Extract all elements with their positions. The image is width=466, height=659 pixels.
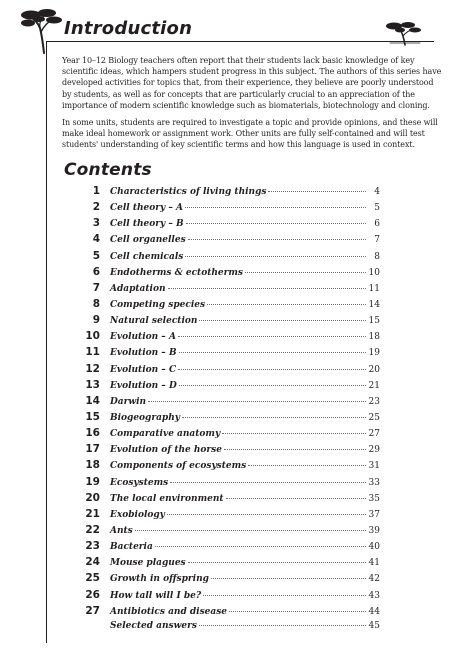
contents-entry[interactable] [80,266,380,282]
dot-leader [226,498,366,499]
contents-entry-page: 41 [368,558,380,569]
dot-leader [168,288,366,289]
contents-entry[interactable] [80,540,380,556]
contents-entry-number: 4 [92,233,100,246]
contents-entry-page: 33 [368,477,380,488]
contents-entry[interactable] [80,605,380,621]
dot-leader [229,611,366,612]
contents-entry[interactable] [80,217,380,233]
dot-leader [167,514,366,515]
contents-entry-page: 29 [368,445,380,456]
contents-entry[interactable] [80,363,380,379]
contents-entry[interactable] [80,395,380,411]
contents-entry-number: 13 [85,378,100,391]
dot-leader [178,336,366,337]
contents-entry[interactable] [80,459,380,475]
contents-entry[interactable] [80,282,380,298]
contents-entry[interactable] [80,621,380,637]
dot-leader [199,320,366,321]
contents-entry-page: 27 [368,429,380,440]
contents-entry[interactable] [80,314,380,330]
dot-leader [182,417,366,418]
contents-entry-page: 11 [368,283,380,294]
contents-entry-page: 10 [368,267,380,278]
contents-entry-title: Evolution – C [110,364,177,375]
contents-entry-number: 15 [85,410,100,423]
contents-entry[interactable] [80,379,380,395]
introduction-heading: Introduction [64,18,193,39]
contents-entry[interactable] [80,185,380,201]
contents-entry-title: Evolution – D [110,380,177,391]
contents-entry-number: 8 [92,297,100,310]
contents-entry-title: Cell theory – B [110,219,184,230]
contents-entry-number: 14 [85,394,100,407]
contents-entry[interactable] [80,427,380,443]
contents-entry-number: 23 [85,540,100,553]
dot-leader [148,401,366,402]
contents-entry-number: 20 [85,491,100,504]
contents-entry[interactable] [80,233,380,249]
contents-entry-number: 5 [92,249,100,262]
contents-entry-title: Exobiology [110,509,165,520]
contents-entry-title: Comparative anatomy [110,429,221,440]
introduction-paragraph: In some units, students are required to investigate a topic and provide opinions, and these will make ideal homework or assignment work. Other units are fully self-contained and will test students' understanding of key scientific terms and how this language is used in context. [62,118,438,150]
dot-leader [170,482,366,483]
dot-leader [155,546,366,547]
contents-entry-number: 22 [85,523,100,536]
contents-entry-page: 15 [368,316,380,327]
contents-entry-title: Bacteria [110,542,153,553]
contents-entry-title: Competing species [110,299,206,310]
contents-entry[interactable] [80,556,380,572]
contents-entry-number: 21 [85,507,100,520]
contents-entry-page: 5 [374,203,380,214]
contents-entry-page: 8 [374,251,380,262]
contents-entry-title: Selected answers [110,620,197,631]
dot-leader [199,625,366,626]
contents-entry-title: Natural selection [110,316,198,327]
dot-leader [179,352,366,353]
contents-entry[interactable] [80,411,380,427]
contents-entry-page: 31 [368,461,380,472]
contents-entry-number: 17 [85,443,100,456]
contents-entry-title: Evolution – A [110,332,176,343]
contents-entry-title: Mouse plagues [110,558,186,569]
dot-leader [268,191,366,192]
contents-entry-title: Evolution – B [110,348,177,359]
tree-icon [20,8,64,54]
contents-entry-title: Biogeography [110,412,180,423]
contents-entry[interactable] [80,589,380,605]
contents-entry-title: Endotherms & ectotherms [110,267,243,278]
contents-entry-number: 12 [85,362,100,375]
contents-entry-page: 23 [368,396,380,407]
contents-entry-title: Growth in offspring [110,574,209,585]
contents-entry-title: Components of ecosystems [110,461,247,472]
dot-leader [188,562,366,563]
contents-entry[interactable] [80,443,380,459]
contents-entry-number: 3 [92,217,100,230]
contents-entry-number: 2 [92,201,100,214]
introduction-text [62,55,442,157]
contents-entry[interactable] [80,201,380,217]
contents-entry-number: 7 [92,281,100,294]
contents-entry[interactable] [80,492,380,508]
contents-entry-number: 11 [85,346,100,359]
contents-entry-page: 18 [368,332,380,343]
contents-entry-title: Ants [110,525,133,536]
dot-leader [186,223,366,224]
contents-entry[interactable] [80,298,380,314]
contents-entry-number: 10 [85,330,100,343]
contents-entry-page: 35 [368,493,380,504]
contents-entry-number: 1 [92,185,100,197]
tree-icon [384,20,424,46]
contents-entry[interactable] [80,250,380,266]
dot-leader [185,256,366,257]
contents-entry[interactable] [80,572,380,588]
contents-entry-title: The local environment [110,493,224,504]
contents-entry-title: Cell organelles [110,235,186,246]
contents-entry[interactable] [80,346,380,362]
dot-leader [224,449,366,450]
dot-leader [211,578,366,579]
contents-entry-title: Evolution of the horse [110,445,222,456]
contents-entry-title: Characteristics of living things [110,187,267,197]
contents-entry-page: 19 [368,348,380,359]
contents-entry-number: 26 [85,588,100,601]
contents-entry-title: Ecosystems [110,477,169,488]
contents-entry-number: 18 [85,459,100,472]
contents-entry-title: Darwin [110,396,147,407]
contents-entry-page: 14 [368,299,380,310]
dot-leader [222,433,366,434]
contents-entry-page: 42 [368,574,380,585]
contents-entry-page: 25 [368,412,380,423]
contents-entry-page: 43 [368,590,380,601]
contents-entry-page: 45 [368,620,380,631]
dot-leader [245,272,366,273]
contents-entry-number: 19 [85,475,100,488]
dot-leader [179,385,366,386]
contents-entry-page: 7 [374,235,380,246]
contents-entry-number: 24 [85,556,100,569]
contents-list [80,185,380,637]
contents-entry-page: 37 [368,509,380,520]
contents-entry[interactable] [80,476,380,492]
contents-entry-page: 39 [368,525,380,536]
dot-leader [207,304,366,305]
margin-rule [46,41,47,643]
contents-entry-title: Cell theory – A [110,203,184,214]
dot-leader [248,465,366,466]
dot-leader [203,595,366,596]
contents-entry-page: 20 [368,364,380,375]
contents-entry-page: 40 [368,542,380,553]
dot-leader [185,207,366,208]
contents-entry-number: 6 [92,265,100,278]
contents-entry-title: How tall will I be? [110,590,202,601]
dot-leader [188,239,366,240]
contents-entry-title: Cell chemicals [110,251,184,262]
contents-entry-page: 6 [374,219,380,230]
contents-entry-page: 44 [368,606,380,617]
contents-entry[interactable] [80,524,380,540]
contents-entry-number: 25 [85,572,100,585]
contents-entry-title: Antibiotics and disease [110,606,228,617]
contents-entry-title: Adaptation [110,283,166,294]
contents-heading: Contents [64,160,152,180]
dot-leader [135,530,366,531]
contents-entry-number: 9 [92,314,100,327]
contents-entry-page: 4 [374,187,380,197]
contents-entry-page: 21 [368,380,380,391]
contents-entry[interactable] [80,508,380,524]
header-rule [46,41,434,42]
contents-entry-number: 27 [85,604,100,617]
contents-entry[interactable] [80,330,380,346]
introduction-paragraph: Year 10–12 Biology teachers often report that their students lack basic knowledge of key scientific ideas, which hampers student progress in this subject. The authors of this series have developed activities for topics that, from their experience, they believe are poorly understood by students, as well as for concepts that are particularly crucial to an appreciation of the importance of modern scientific knowledge such as biomaterials, biotechnology and cloning. [62,56,442,110]
dot-leader [178,369,366,370]
contents-entry-number: 16 [85,427,100,440]
